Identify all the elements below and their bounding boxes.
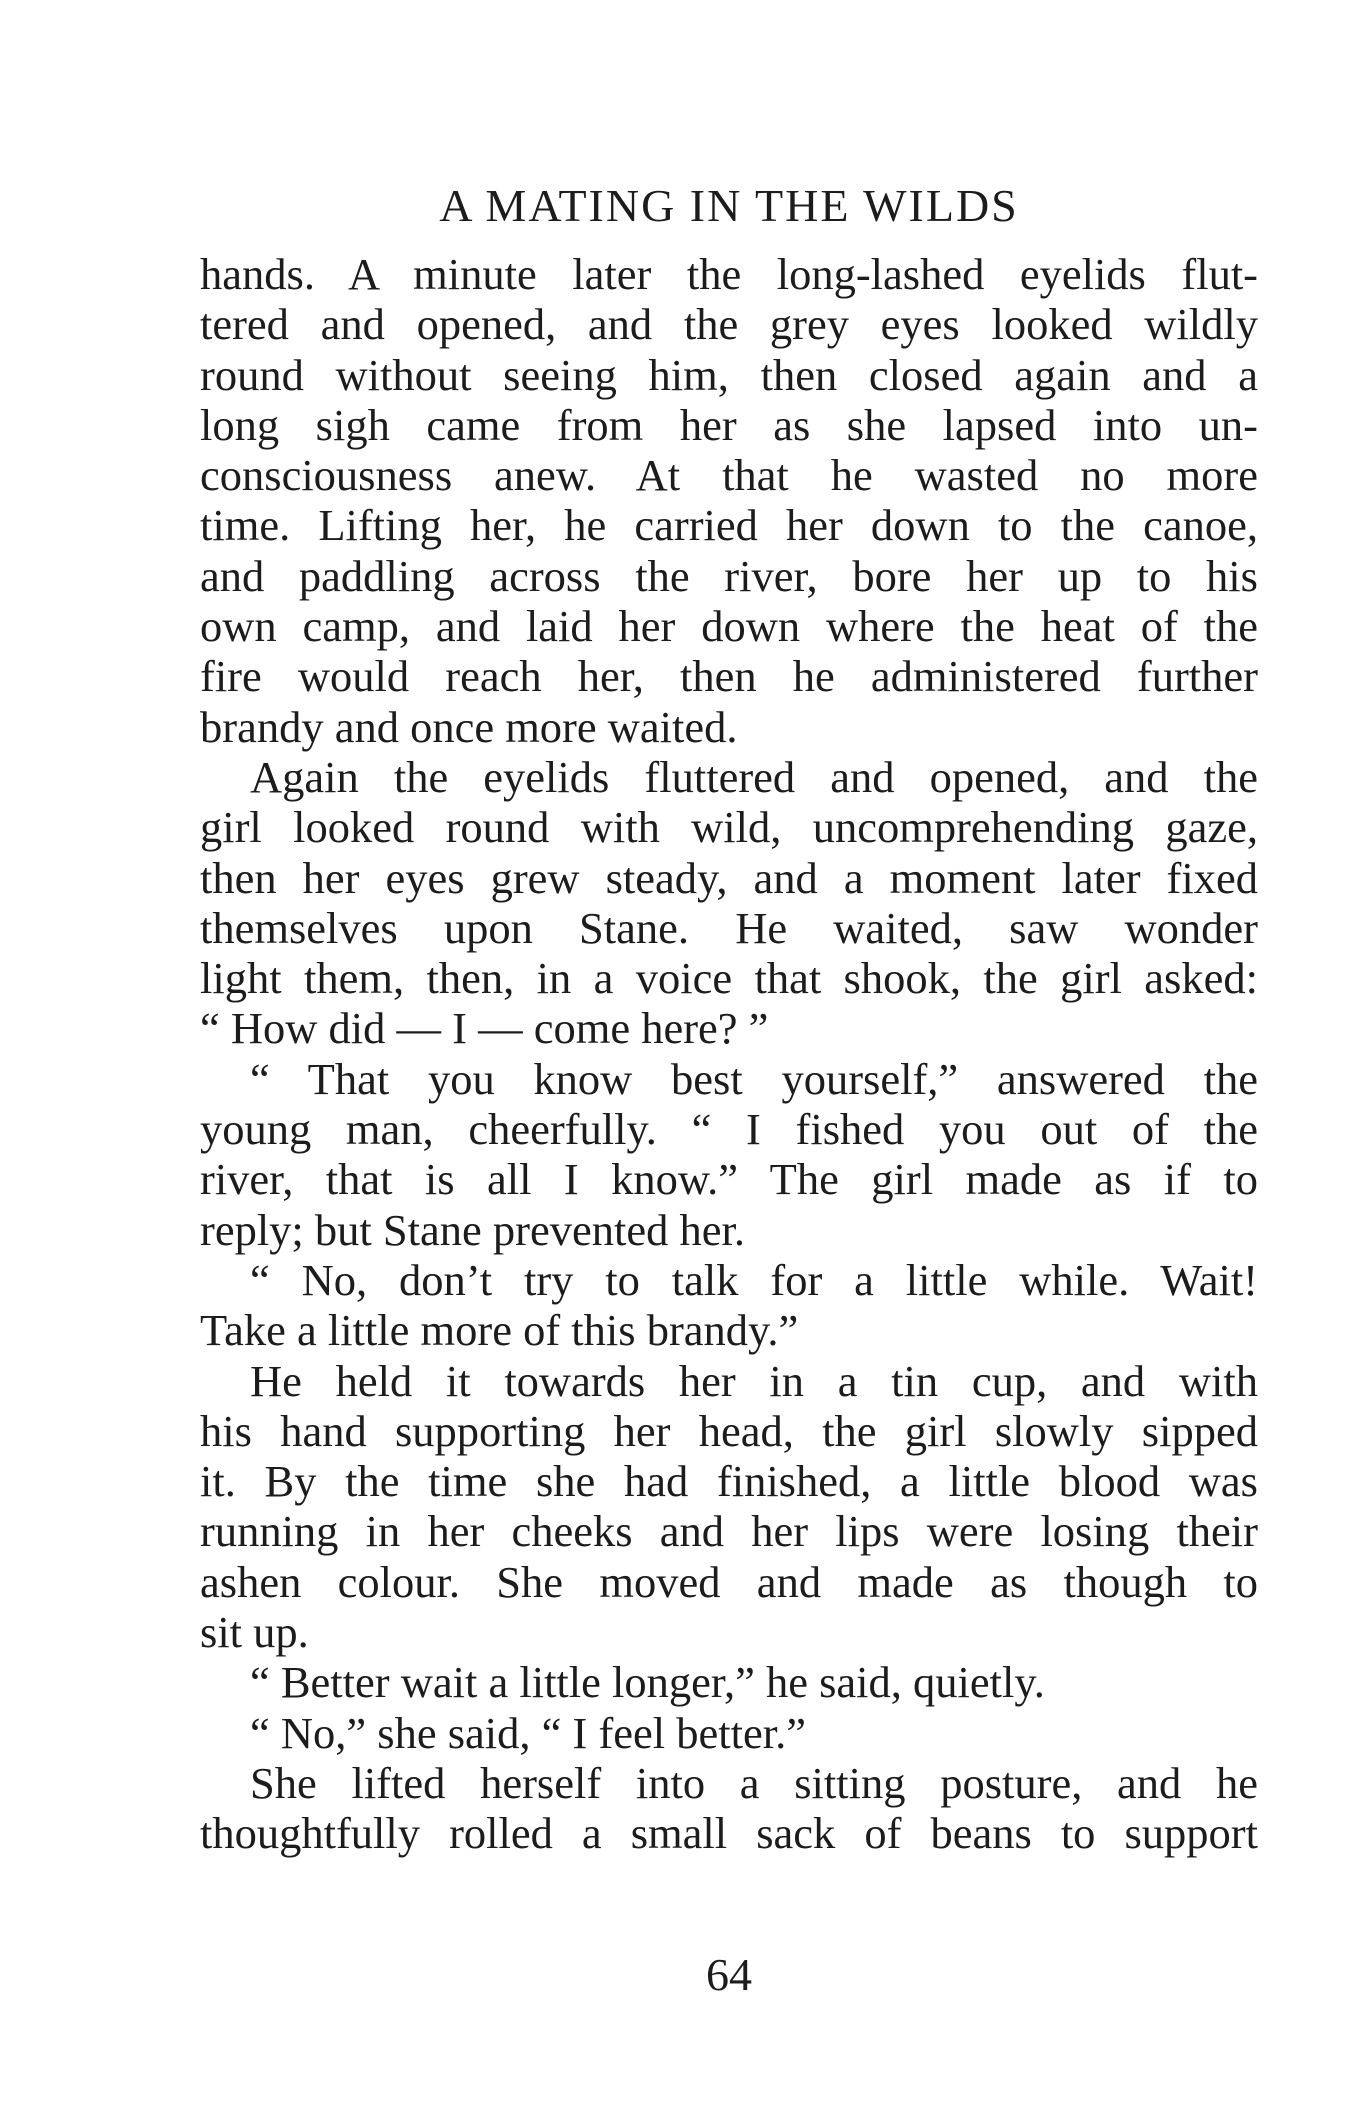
text-line: running in her cheeks and her lips were losing their [200,1506,1258,1557]
text-line: river, that is all I know.” The girl made as if to [200,1154,1258,1205]
text-line: long sigh came from her as she lapsed into un- [200,399,1258,450]
text-line: girl looked round with wild, uncomprehending gaze, [200,802,1258,853]
paragraph-first-line: “ No,” she said, “ I feel better.” [250,1707,806,1758]
text-line: round without seeing him, then closed again and a [200,349,1258,400]
text-line: themselves upon Stane. He waited, saw wonder [200,902,1258,953]
text-line: young man, cheerfully. “ I fished you out of the [200,1104,1258,1155]
text-line: fire would reach her, then he administered further [200,651,1258,702]
text-line: and paddling across the river, bore her up to his [200,550,1258,601]
text-line: sit up. [200,1607,309,1658]
text-line: light them, then, in a voice that shook, the girl asked: [200,953,1258,1004]
text-line: “ How did — I — come here? ” [200,1003,769,1054]
text-line: time. Lifting her, he carried her down to the canoe, [200,500,1258,551]
text-line: ashen colour. She moved and made as though to [200,1556,1258,1607]
text-line: reply; but Stane prevented her. [200,1204,745,1255]
text-line: Take a little more of this brandy.” [200,1305,799,1356]
text-line: hands. A minute later the long-lashed eyelids flut- [200,249,1258,299]
running-head: A MATING IN THE WILDS [439,180,1019,231]
body-text [200,249,1258,1859]
paragraph-first-line: He held it towards her in a tin cup, and with [250,1355,1258,1406]
text-line: then her eyes grew steady, and a moment later fixed [200,852,1258,903]
text-line: own camp, and laid her down where the heat of the [200,601,1258,652]
text-line: brandy and once more waited. [200,701,738,752]
paragraph-first-line: “ No, don’t try to talk for a little while. Wait! [250,1254,1258,1305]
page-number: 64 [706,1949,752,2000]
paragraph-first-line: Again the eyelids fluttered and opened, and the [250,751,1258,802]
text-line: thoughtfully rolled a small sack of beans to support [200,1808,1258,1859]
paragraph-first-line: “ That you know best yourself,” answered the [250,1053,1258,1104]
paragraph-first-line: She lifted herself into a sitting posture, and he [250,1757,1258,1808]
text-line: tered and opened, and the grey eyes looked wildly [200,299,1258,350]
text-line: it. By the time she had finished, a little blood was [200,1456,1258,1507]
text-line: consciousness anew. At that he wasted no more [200,450,1258,501]
text-line: his hand supporting her head, the girl slowly sipped [200,1405,1258,1456]
paragraph-first-line: “ Better wait a little longer,” he said, quietly. [250,1657,1045,1708]
